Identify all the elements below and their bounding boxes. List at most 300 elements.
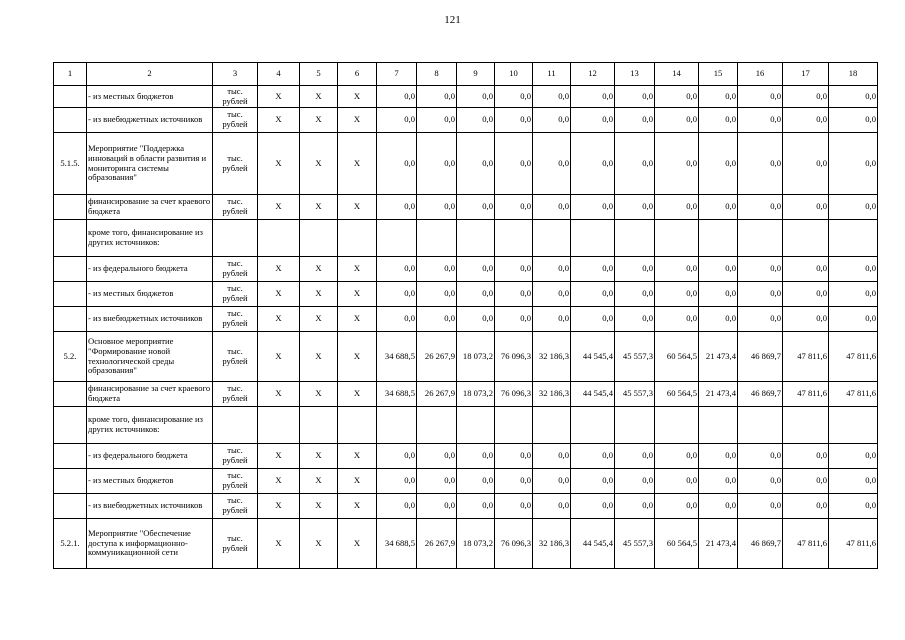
row-name: - из внебюджетных источников (87, 494, 213, 519)
marker-cell: X (338, 133, 377, 195)
header-cell: 2 (87, 63, 213, 86)
row-name: Мероприятие "Обеспечение доступа к информационно-коммуникационной сети (87, 519, 213, 569)
value-cell: 60 564,5 (655, 382, 699, 407)
table-row (54, 307, 878, 332)
value-cell (783, 407, 829, 444)
value-cell: 0,0 (699, 307, 738, 332)
value-cell: 0,0 (377, 86, 417, 108)
table-row (54, 519, 878, 569)
value-cell: 47 811,6 (829, 382, 878, 407)
value-cell: 0,0 (829, 444, 878, 469)
row-name: финансирование за счет краевого бюджета (87, 195, 213, 220)
value-cell: 32 186,3 (533, 332, 571, 382)
value-cell (417, 220, 457, 257)
value-cell: 0,0 (615, 133, 655, 195)
table-row (54, 133, 878, 195)
value-cell (699, 220, 738, 257)
value-cell (495, 220, 533, 257)
header-cell: 11 (533, 63, 571, 86)
value-cell: 60 564,5 (655, 332, 699, 382)
value-cell: 0,0 (699, 86, 738, 108)
value-cell: 0,0 (655, 444, 699, 469)
value-cell: 0,0 (533, 195, 571, 220)
value-cell: 0,0 (829, 282, 878, 307)
marker-cell: X (300, 519, 338, 569)
marker-cell: X (338, 469, 377, 494)
value-cell: 0,0 (571, 257, 615, 282)
row-name: - из внебюджетных источников (87, 307, 213, 332)
table-row (54, 86, 878, 108)
budget-table (53, 62, 878, 569)
marker-cell: X (300, 133, 338, 195)
value-cell: 45 557,3 (615, 382, 655, 407)
value-cell: 0,0 (377, 282, 417, 307)
row-number: 5.1.5. (54, 133, 87, 195)
marker-cell: X (300, 382, 338, 407)
value-cell: 0,0 (457, 86, 495, 108)
value-cell: 0,0 (615, 307, 655, 332)
row-unit (213, 407, 258, 444)
marker-cell: X (338, 332, 377, 382)
value-cell: 0,0 (571, 86, 615, 108)
value-cell: 0,0 (615, 108, 655, 133)
marker-cell: X (338, 86, 377, 108)
value-cell: 21 473,4 (699, 382, 738, 407)
value-cell: 0,0 (377, 307, 417, 332)
value-cell: 47 811,6 (829, 519, 878, 569)
marker-cell: X (300, 257, 338, 282)
value-cell: 0,0 (571, 108, 615, 133)
row-unit: тыс. рублей (213, 332, 258, 382)
value-cell: 0,0 (615, 257, 655, 282)
row-name: - из федерального бюджета (87, 257, 213, 282)
value-cell: 0,0 (533, 444, 571, 469)
value-cell: 0,0 (377, 444, 417, 469)
value-cell: 46 869,7 (738, 332, 783, 382)
value-cell (738, 407, 783, 444)
marker-cell: X (258, 133, 300, 195)
marker-cell: X (258, 469, 300, 494)
value-cell (533, 407, 571, 444)
value-cell: 0,0 (738, 307, 783, 332)
value-cell: 0,0 (783, 133, 829, 195)
value-cell: 0,0 (533, 494, 571, 519)
value-cell: 0,0 (533, 307, 571, 332)
value-cell: 0,0 (377, 133, 417, 195)
row-name: - из внебюджетных источников (87, 108, 213, 133)
header-row (54, 63, 878, 86)
value-cell: 0,0 (533, 257, 571, 282)
row-number (54, 220, 87, 257)
value-cell: 0,0 (829, 494, 878, 519)
marker-cell: X (300, 108, 338, 133)
value-cell: 0,0 (738, 195, 783, 220)
header-cell: 17 (783, 63, 829, 86)
value-cell: 47 811,6 (783, 382, 829, 407)
value-cell: 21 473,4 (699, 519, 738, 569)
value-cell (495, 407, 533, 444)
value-cell: 0,0 (495, 108, 533, 133)
value-cell: 21 473,4 (699, 332, 738, 382)
header-cell: 8 (417, 63, 457, 86)
value-cell: 47 811,6 (783, 332, 829, 382)
marker-cell: X (300, 307, 338, 332)
value-cell: 0,0 (377, 469, 417, 494)
value-cell: 0,0 (783, 282, 829, 307)
value-cell: 0,0 (377, 108, 417, 133)
value-cell: 47 811,6 (829, 332, 878, 382)
header-cell: 7 (377, 63, 417, 86)
row-name: Мероприятие "Поддержка инноваций в области развития и мониторинга системы образования" (87, 133, 213, 195)
value-cell: 0,0 (571, 444, 615, 469)
value-cell: 0,0 (457, 307, 495, 332)
row-name: Основное мероприятие "Формирование новой технологической среды образования" (87, 332, 213, 382)
value-cell: 0,0 (495, 257, 533, 282)
value-cell: 0,0 (571, 494, 615, 519)
value-cell: 0,0 (699, 108, 738, 133)
value-cell: 0,0 (655, 307, 699, 332)
value-cell (571, 407, 615, 444)
row-number (54, 444, 87, 469)
header-cell: 14 (655, 63, 699, 86)
value-cell: 26 267,9 (417, 332, 457, 382)
value-cell: 0,0 (738, 282, 783, 307)
value-cell: 45 557,3 (615, 519, 655, 569)
value-cell: 0,0 (829, 307, 878, 332)
value-cell: 0,0 (655, 282, 699, 307)
value-cell: 0,0 (571, 469, 615, 494)
marker-cell: X (258, 307, 300, 332)
row-name: - из федерального бюджета (87, 444, 213, 469)
row-number (54, 86, 87, 108)
row-unit: тыс. рублей (213, 257, 258, 282)
value-cell: 46 869,7 (738, 519, 783, 569)
header-cell: 12 (571, 63, 615, 86)
header-cell: 9 (457, 63, 495, 86)
marker-cell: X (258, 282, 300, 307)
header-cell: 16 (738, 63, 783, 86)
table-row (54, 220, 878, 257)
value-cell: 0,0 (655, 86, 699, 108)
row-number: 5.2. (54, 332, 87, 382)
marker-cell (258, 220, 300, 257)
value-cell (615, 407, 655, 444)
value-cell: 76 096,3 (495, 519, 533, 569)
value-cell: 0,0 (571, 133, 615, 195)
value-cell (655, 220, 699, 257)
table-row (54, 332, 878, 382)
value-cell: 46 869,7 (738, 382, 783, 407)
value-cell: 44 545,4 (571, 519, 615, 569)
value-cell: 0,0 (655, 108, 699, 133)
value-cell: 0,0 (783, 444, 829, 469)
value-cell: 0,0 (417, 195, 457, 220)
value-cell: 0,0 (457, 257, 495, 282)
value-cell: 18 073,2 (457, 519, 495, 569)
marker-cell: X (338, 494, 377, 519)
value-cell: 0,0 (655, 257, 699, 282)
value-cell (571, 220, 615, 257)
row-number (54, 494, 87, 519)
value-cell: 0,0 (738, 86, 783, 108)
value-cell: 0,0 (615, 282, 655, 307)
row-unit: тыс. рублей (213, 108, 258, 133)
value-cell: 0,0 (457, 494, 495, 519)
marker-cell: X (300, 282, 338, 307)
header-cell: 1 (54, 63, 87, 86)
row-unit: тыс. рублей (213, 519, 258, 569)
value-cell (457, 220, 495, 257)
row-name: кроме того, финансирование из других источников: (87, 407, 213, 444)
row-number (54, 257, 87, 282)
value-cell (783, 220, 829, 257)
value-cell: 0,0 (699, 494, 738, 519)
value-cell: 0,0 (417, 307, 457, 332)
value-cell: 0,0 (495, 307, 533, 332)
marker-cell: X (300, 444, 338, 469)
value-cell (615, 220, 655, 257)
row-name: финансирование за счет краевого бюджета (87, 382, 213, 407)
marker-cell (300, 220, 338, 257)
value-cell: 18 073,2 (457, 382, 495, 407)
value-cell: 26 267,9 (417, 382, 457, 407)
table-row (54, 469, 878, 494)
value-cell (533, 220, 571, 257)
page-number: 121 (444, 14, 461, 26)
value-cell: 0,0 (417, 86, 457, 108)
marker-cell (338, 407, 377, 444)
row-unit (213, 220, 258, 257)
value-cell (738, 220, 783, 257)
value-cell: 0,0 (495, 282, 533, 307)
row-name: - из местных бюджетов (87, 86, 213, 108)
value-cell: 0,0 (655, 494, 699, 519)
value-cell: 0,0 (417, 282, 457, 307)
value-cell: 0,0 (495, 494, 533, 519)
value-cell (829, 407, 878, 444)
table-row (54, 444, 878, 469)
value-cell: 0,0 (699, 257, 738, 282)
value-cell: 0,0 (783, 195, 829, 220)
row-name: - из местных бюджетов (87, 282, 213, 307)
value-cell: 0,0 (829, 469, 878, 494)
header-cell: 13 (615, 63, 655, 86)
row-number (54, 108, 87, 133)
marker-cell: X (338, 282, 377, 307)
value-cell: 0,0 (457, 282, 495, 307)
value-cell: 0,0 (417, 257, 457, 282)
value-cell: 60 564,5 (655, 519, 699, 569)
row-unit: тыс. рублей (213, 282, 258, 307)
row-number (54, 407, 87, 444)
value-cell: 0,0 (533, 282, 571, 307)
value-cell: 0,0 (829, 257, 878, 282)
value-cell: 0,0 (699, 133, 738, 195)
value-cell (699, 407, 738, 444)
marker-cell (338, 220, 377, 257)
value-cell: 0,0 (699, 444, 738, 469)
value-cell: 0,0 (457, 108, 495, 133)
value-cell: 0,0 (457, 133, 495, 195)
marker-cell: X (338, 519, 377, 569)
value-cell: 0,0 (615, 86, 655, 108)
marker-cell: X (338, 444, 377, 469)
value-cell: 0,0 (417, 494, 457, 519)
value-cell: 0,0 (533, 108, 571, 133)
header-cell: 10 (495, 63, 533, 86)
value-cell: 0,0 (571, 195, 615, 220)
table-row (54, 108, 878, 133)
value-cell (655, 407, 699, 444)
value-cell: 0,0 (377, 195, 417, 220)
marker-cell: X (338, 382, 377, 407)
value-cell: 0,0 (495, 469, 533, 494)
marker-cell: X (258, 519, 300, 569)
value-cell: 32 186,3 (533, 519, 571, 569)
table-row (54, 407, 878, 444)
table-row (54, 282, 878, 307)
value-cell: 0,0 (417, 469, 457, 494)
marker-cell: X (300, 469, 338, 494)
value-cell: 0,0 (495, 86, 533, 108)
value-cell: 0,0 (457, 195, 495, 220)
header-cell: 4 (258, 63, 300, 86)
marker-cell: X (258, 108, 300, 133)
value-cell: 0,0 (377, 494, 417, 519)
marker-cell: X (338, 257, 377, 282)
value-cell: 0,0 (571, 307, 615, 332)
value-cell: 0,0 (783, 494, 829, 519)
row-number: 5.2.1. (54, 519, 87, 569)
value-cell: 0,0 (655, 133, 699, 195)
table-row (54, 494, 878, 519)
value-cell: 0,0 (829, 195, 878, 220)
value-cell: 0,0 (615, 494, 655, 519)
row-number (54, 195, 87, 220)
marker-cell: X (338, 108, 377, 133)
value-cell: 0,0 (699, 195, 738, 220)
marker-cell: X (258, 332, 300, 382)
row-unit: тыс. рублей (213, 133, 258, 195)
row-unit: тыс. рублей (213, 382, 258, 407)
row-number (54, 469, 87, 494)
marker-cell: X (258, 257, 300, 282)
marker-cell: X (258, 444, 300, 469)
value-cell: 18 073,2 (457, 332, 495, 382)
marker-cell: X (300, 332, 338, 382)
value-cell (457, 407, 495, 444)
row-unit: тыс. рублей (213, 195, 258, 220)
value-cell: 0,0 (829, 86, 878, 108)
marker-cell: X (258, 86, 300, 108)
value-cell (377, 407, 417, 444)
value-cell: 34 688,5 (377, 382, 417, 407)
value-cell: 0,0 (738, 257, 783, 282)
value-cell: 0,0 (495, 195, 533, 220)
value-cell: 0,0 (495, 133, 533, 195)
marker-cell: X (258, 494, 300, 519)
row-unit: тыс. рублей (213, 86, 258, 108)
value-cell: 76 096,3 (495, 332, 533, 382)
value-cell: 32 186,3 (533, 382, 571, 407)
value-cell: 0,0 (417, 133, 457, 195)
header-cell: 15 (699, 63, 738, 86)
value-cell: 0,0 (829, 108, 878, 133)
row-unit: тыс. рублей (213, 307, 258, 332)
value-cell: 0,0 (699, 469, 738, 494)
value-cell: 0,0 (699, 282, 738, 307)
marker-cell (300, 407, 338, 444)
value-cell: 0,0 (655, 195, 699, 220)
value-cell: 0,0 (457, 444, 495, 469)
table-row (54, 257, 878, 282)
value-cell: 0,0 (738, 108, 783, 133)
value-cell: 44 545,4 (571, 382, 615, 407)
marker-cell: X (338, 307, 377, 332)
row-unit: тыс. рублей (213, 494, 258, 519)
value-cell: 0,0 (783, 108, 829, 133)
marker-cell: X (338, 195, 377, 220)
value-cell: 0,0 (783, 307, 829, 332)
header-cell: 6 (338, 63, 377, 86)
value-cell: 34 688,5 (377, 519, 417, 569)
value-cell: 0,0 (738, 494, 783, 519)
row-name: - из местных бюджетов (87, 469, 213, 494)
row-number (54, 382, 87, 407)
value-cell (377, 220, 417, 257)
marker-cell: X (300, 195, 338, 220)
row-number (54, 282, 87, 307)
value-cell: 0,0 (783, 86, 829, 108)
value-cell (829, 220, 878, 257)
value-cell: 0,0 (615, 195, 655, 220)
value-cell: 0,0 (783, 257, 829, 282)
value-cell: 0,0 (615, 444, 655, 469)
row-unit: тыс. рублей (213, 469, 258, 494)
header-cell: 18 (829, 63, 878, 86)
value-cell: 0,0 (571, 282, 615, 307)
row-name: кроме того, финансирование из других источников: (87, 220, 213, 257)
marker-cell (258, 407, 300, 444)
value-cell: 0,0 (533, 133, 571, 195)
marker-cell: X (300, 86, 338, 108)
value-cell: 45 557,3 (615, 332, 655, 382)
value-cell: 0,0 (783, 469, 829, 494)
row-unit: тыс. рублей (213, 444, 258, 469)
value-cell (417, 407, 457, 444)
marker-cell: X (258, 195, 300, 220)
value-cell: 0,0 (655, 469, 699, 494)
value-cell: 0,0 (495, 444, 533, 469)
value-cell: 76 096,3 (495, 382, 533, 407)
marker-cell: X (258, 382, 300, 407)
value-cell: 0,0 (533, 469, 571, 494)
value-cell: 47 811,6 (783, 519, 829, 569)
table-row (54, 382, 878, 407)
value-cell: 0,0 (829, 133, 878, 195)
value-cell: 34 688,5 (377, 332, 417, 382)
header-cell: 5 (300, 63, 338, 86)
table-row (54, 195, 878, 220)
value-cell: 0,0 (738, 444, 783, 469)
value-cell: 0,0 (533, 86, 571, 108)
value-cell: 0,0 (738, 133, 783, 195)
value-cell: 0,0 (377, 257, 417, 282)
value-cell: 44 545,4 (571, 332, 615, 382)
value-cell: 26 267,9 (417, 519, 457, 569)
marker-cell: X (300, 494, 338, 519)
row-number (54, 307, 87, 332)
